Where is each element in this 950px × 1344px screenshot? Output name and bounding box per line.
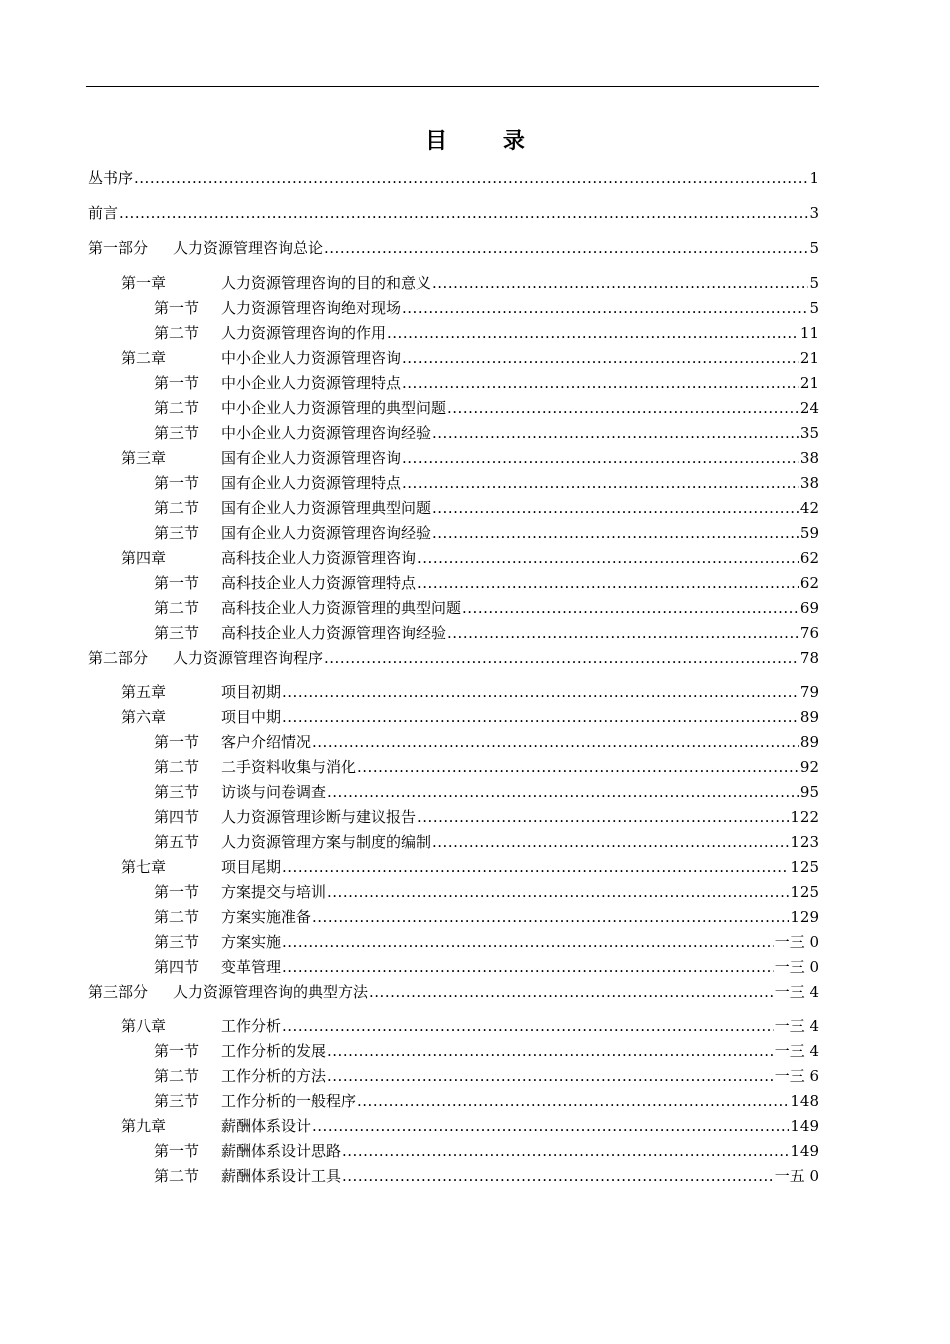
toc-entry-number: 第二节 <box>154 758 200 776</box>
dot-leader <box>432 832 789 852</box>
toc-entry[interactable] <box>121 548 819 568</box>
toc-entry-title: 国有企业人力资源管理典型问题 <box>221 499 432 517</box>
toc-entry[interactable] <box>154 623 819 643</box>
dot-leader <box>324 238 808 258</box>
dot-leader <box>432 523 799 543</box>
dot-leader <box>327 1041 774 1061</box>
dot-leader <box>402 298 808 318</box>
toc-entry-number: 第一节 <box>154 733 200 751</box>
toc-entry-number: 第六章 <box>121 708 167 726</box>
toc-entry[interactable] <box>121 682 819 702</box>
toc-entry-title: 客户介绍情况 <box>221 733 312 751</box>
toc-entry-page: 24 <box>799 399 819 417</box>
toc-entry-title: 高科技企业人力资源管理咨询经验 <box>221 624 447 642</box>
toc-entry[interactable] <box>154 757 819 777</box>
dot-leader <box>447 623 799 643</box>
toc-entry-number: 第七章 <box>121 858 167 876</box>
dot-leader <box>432 273 808 293</box>
dot-leader <box>402 448 799 468</box>
toc-entry-page: 38 <box>799 449 819 467</box>
toc-entry-page: 一三 4 <box>774 1017 819 1035</box>
toc-entry-title: 中小企业人力资源管理咨询经验 <box>221 424 432 442</box>
toc-entry[interactable] <box>154 373 819 393</box>
dot-leader <box>447 398 799 418</box>
toc-entry-title: 人力资源管理咨询程序 <box>173 649 324 667</box>
toc-entry-page: 1 <box>809 169 819 187</box>
toc-entry[interactable] <box>154 1141 819 1161</box>
toc-entry-number: 第三部分 <box>88 983 149 1001</box>
toc-entry-title: 项目尾期 <box>221 858 282 876</box>
dot-leader <box>312 907 789 927</box>
dot-leader <box>324 648 799 668</box>
toc-entry[interactable] <box>154 732 819 752</box>
toc-entry-title: 变革管理 <box>221 958 282 976</box>
toc-entry-number: 第三章 <box>121 449 167 467</box>
toc-entry-page: 一三 6 <box>774 1067 819 1085</box>
dot-leader <box>402 373 799 393</box>
toc-entry-number: 第一节 <box>154 574 200 592</box>
toc-title: 目 录 <box>425 128 549 154</box>
toc-entry-title: 国有企业人力资源管理咨询经验 <box>221 524 432 542</box>
toc-entry-title: 二手资料收集与消化 <box>221 758 357 776</box>
toc-entry[interactable] <box>121 448 819 468</box>
toc-entry-title: 高科技企业人力资源管理特点 <box>221 574 417 592</box>
dot-leader <box>432 423 799 443</box>
dot-leader <box>417 548 799 568</box>
toc-entry-number: 第三节 <box>154 1092 200 1110</box>
dot-leader <box>417 807 789 827</box>
dot-leader <box>312 1116 789 1136</box>
toc-entry-title: 人力资源管理咨询的典型方法 <box>173 983 369 1001</box>
toc-entry-page: 11 <box>799 324 819 342</box>
toc-entry-page: 42 <box>799 499 819 517</box>
toc-entry-number: 第九章 <box>121 1117 167 1135</box>
toc-entry-title: 工作分析的一般程序 <box>221 1092 357 1110</box>
dot-leader <box>327 782 799 802</box>
toc-entry-page: 21 <box>799 349 819 367</box>
toc-entry[interactable] <box>154 423 819 443</box>
toc-entry-title: 工作分析的发展 <box>221 1042 327 1060</box>
toc-entry[interactable] <box>88 648 819 668</box>
toc-entry[interactable] <box>121 1016 819 1036</box>
toc-entry-page: 一五 0 <box>774 1167 819 1185</box>
toc-entry-page: 123 <box>790 833 819 851</box>
toc-entry-number: 第一节 <box>154 299 200 317</box>
toc-entry-number: 第五章 <box>121 683 167 701</box>
toc-entry-page: 95 <box>799 783 819 801</box>
toc-entry[interactable] <box>154 298 819 318</box>
toc-entry-page: 一三 0 <box>774 958 819 976</box>
toc-entry-title: 方案实施 <box>221 933 282 951</box>
toc-entry-page: 149 <box>790 1117 819 1135</box>
toc-entry-title: 高科技企业人力资源管理咨询 <box>221 549 417 567</box>
toc-entry-page: 一三 4 <box>774 983 819 1001</box>
toc-entry[interactable] <box>121 273 819 293</box>
toc-entry-number: 第二节 <box>154 324 200 342</box>
toc-entry-number: 第二节 <box>154 599 200 617</box>
dot-leader <box>402 473 799 493</box>
toc-entry-number: 第二节 <box>154 399 200 417</box>
toc-entry[interactable] <box>154 1091 819 1111</box>
dot-leader <box>312 732 799 752</box>
dot-leader <box>282 682 799 702</box>
toc-entry[interactable] <box>121 348 819 368</box>
toc-entry-title: 工作分析的方法 <box>221 1067 327 1085</box>
toc-entry-title: 人力资源管理咨询总论 <box>173 239 324 257</box>
toc-entry[interactable] <box>154 398 819 418</box>
dot-leader <box>282 957 774 977</box>
dot-leader <box>327 1066 774 1086</box>
toc-entry[interactable] <box>121 707 819 727</box>
toc-entry[interactable] <box>154 573 819 593</box>
dot-leader <box>387 323 799 343</box>
dot-leader <box>432 498 799 518</box>
toc-entry-title: 高科技企业人力资源管理的典型问题 <box>221 599 462 617</box>
toc-entry-title: 薪酬体系设计 <box>221 1117 312 1135</box>
toc-entry-page: 129 <box>790 908 819 926</box>
toc-entry[interactable] <box>154 1166 819 1186</box>
toc-entry-number: 第三节 <box>154 424 200 442</box>
toc-entry-number: 第二章 <box>121 349 167 367</box>
toc-entry-number: 第三节 <box>154 933 200 951</box>
toc-entry-page: 92 <box>799 758 819 776</box>
toc-entry-title: 方案提交与培训 <box>221 883 327 901</box>
toc-entry-page: 78 <box>799 649 819 667</box>
toc-entry-title: 人力资源管理方案与制度的编制 <box>221 833 432 851</box>
toc-entry[interactable] <box>88 982 819 1002</box>
dot-leader <box>342 1141 789 1161</box>
toc-entry[interactable] <box>154 498 819 518</box>
toc-entry-page: 一三 0 <box>774 933 819 951</box>
toc-entry[interactable] <box>154 907 819 927</box>
dot-leader <box>417 573 799 593</box>
toc-entry-number: 第四节 <box>154 958 200 976</box>
toc-entry[interactable] <box>154 1041 819 1061</box>
toc-entry-page: 89 <box>799 733 819 751</box>
toc-entry-title: 工作分析 <box>221 1017 282 1035</box>
toc-entry-page: 69 <box>799 599 819 617</box>
dot-leader <box>357 1091 789 1111</box>
toc-entry-title: 薪酬体系设计思路 <box>221 1142 342 1160</box>
toc-entry-title: 人力资源管理咨询的目的和意义 <box>221 274 432 292</box>
toc-entry-number: 第二部分 <box>88 649 149 667</box>
toc-entry[interactable] <box>154 323 819 343</box>
toc-entry-title: 中小企业人力资源管理特点 <box>221 374 402 392</box>
toc-entry[interactable] <box>154 882 819 902</box>
toc-entry[interactable] <box>154 932 819 952</box>
dot-leader <box>282 707 799 727</box>
toc-entry-number: 第一章 <box>121 274 167 292</box>
dot-leader <box>282 932 774 952</box>
toc-entry-number: 第三节 <box>154 524 200 542</box>
toc-entry[interactable] <box>154 473 819 493</box>
toc-entry-title: 中小企业人力资源管理的典型问题 <box>221 399 447 417</box>
toc-entry-number: 第一节 <box>154 1042 200 1060</box>
toc-entry-title: 丛书序 <box>88 169 134 187</box>
dot-leader <box>327 882 789 902</box>
toc-entry[interactable] <box>88 203 819 223</box>
toc-entry[interactable] <box>154 832 819 852</box>
toc-entry-number: 第二节 <box>154 499 200 517</box>
toc-entry-page: 一三 4 <box>774 1042 819 1060</box>
dot-leader <box>357 757 799 777</box>
toc-entry[interactable] <box>88 168 819 188</box>
toc-entry-title: 中小企业人力资源管理咨询 <box>221 349 402 367</box>
toc-entry-page: 89 <box>799 708 819 726</box>
toc-entry-page: 62 <box>799 549 819 567</box>
toc-entry-page: 79 <box>799 683 819 701</box>
dot-leader <box>134 168 808 188</box>
toc-entry-title: 项目中期 <box>221 708 282 726</box>
toc-entry-number: 第一节 <box>154 474 200 492</box>
toc-entry-page: 125 <box>790 883 819 901</box>
toc-entry-number: 第一节 <box>154 883 200 901</box>
toc-entry-page: 122 <box>790 808 819 826</box>
toc-entry-number: 第五节 <box>154 833 200 851</box>
toc-entry-title: 国有企业人力资源管理特点 <box>221 474 402 492</box>
toc-entry-title: 项目初期 <box>221 683 282 701</box>
dot-leader <box>462 598 799 618</box>
toc-entry-number: 第八章 <box>121 1017 167 1035</box>
toc-entry-title: 薪酬体系设计工具 <box>221 1167 342 1185</box>
toc-entry-page: 5 <box>809 239 819 257</box>
toc-entry[interactable] <box>154 523 819 543</box>
toc-entry-number: 第一节 <box>154 374 200 392</box>
toc-entry-page: 148 <box>790 1092 819 1110</box>
toc-entry-number: 第四节 <box>154 808 200 826</box>
toc-entry-page: 5 <box>809 299 819 317</box>
toc-entry-number: 第三节 <box>154 624 200 642</box>
toc-entry-page: 3 <box>809 204 819 222</box>
toc-entry-page: 21 <box>799 374 819 392</box>
dot-leader <box>119 203 808 223</box>
toc-entry-page: 59 <box>799 524 819 542</box>
toc-entry-page: 35 <box>799 424 819 442</box>
toc-entry-title: 访谈与问卷调查 <box>221 783 327 801</box>
toc-entry-page: 62 <box>799 574 819 592</box>
toc-entry[interactable] <box>154 598 819 618</box>
toc-entry[interactable] <box>154 957 819 977</box>
toc-entry-number: 第一部分 <box>88 239 149 257</box>
toc-entry-number: 第二节 <box>154 1067 200 1085</box>
toc-entry-number: 第二节 <box>154 1167 200 1185</box>
toc-entry-title: 国有企业人力资源管理咨询 <box>221 449 402 467</box>
toc-entry[interactable] <box>154 807 819 827</box>
toc-entry[interactable] <box>154 1066 819 1086</box>
toc-entry-page: 38 <box>799 474 819 492</box>
toc-entry-number: 第二节 <box>154 908 200 926</box>
toc-entry-title: 人力资源管理咨询的作用 <box>221 324 387 342</box>
dot-leader <box>282 1016 774 1036</box>
toc-entry-title: 人力资源管理咨询绝对现场 <box>221 299 402 317</box>
toc-entry-page: 149 <box>790 1142 819 1160</box>
toc-entry-page: 125 <box>790 858 819 876</box>
toc-entry-number: 第一节 <box>154 1142 200 1160</box>
toc-entry-title: 方案实施准备 <box>221 908 312 926</box>
dot-leader <box>369 982 774 1002</box>
toc-entry-title: 前言 <box>88 204 119 222</box>
toc-entry-title: 人力资源管理诊断与建议报告 <box>221 808 417 826</box>
toc-entry[interactable] <box>154 782 819 802</box>
dot-leader <box>342 1166 774 1186</box>
toc-entry[interactable] <box>121 857 819 877</box>
toc-entry-page: 5 <box>809 274 819 292</box>
toc-entry-number: 第三节 <box>154 783 200 801</box>
toc-entry[interactable] <box>88 238 819 258</box>
dot-leader <box>402 348 799 368</box>
toc-entry-number: 第四章 <box>121 549 167 567</box>
toc-entry-page: 76 <box>799 624 819 642</box>
dot-leader <box>282 857 789 877</box>
toc-entry[interactable] <box>121 1116 819 1136</box>
